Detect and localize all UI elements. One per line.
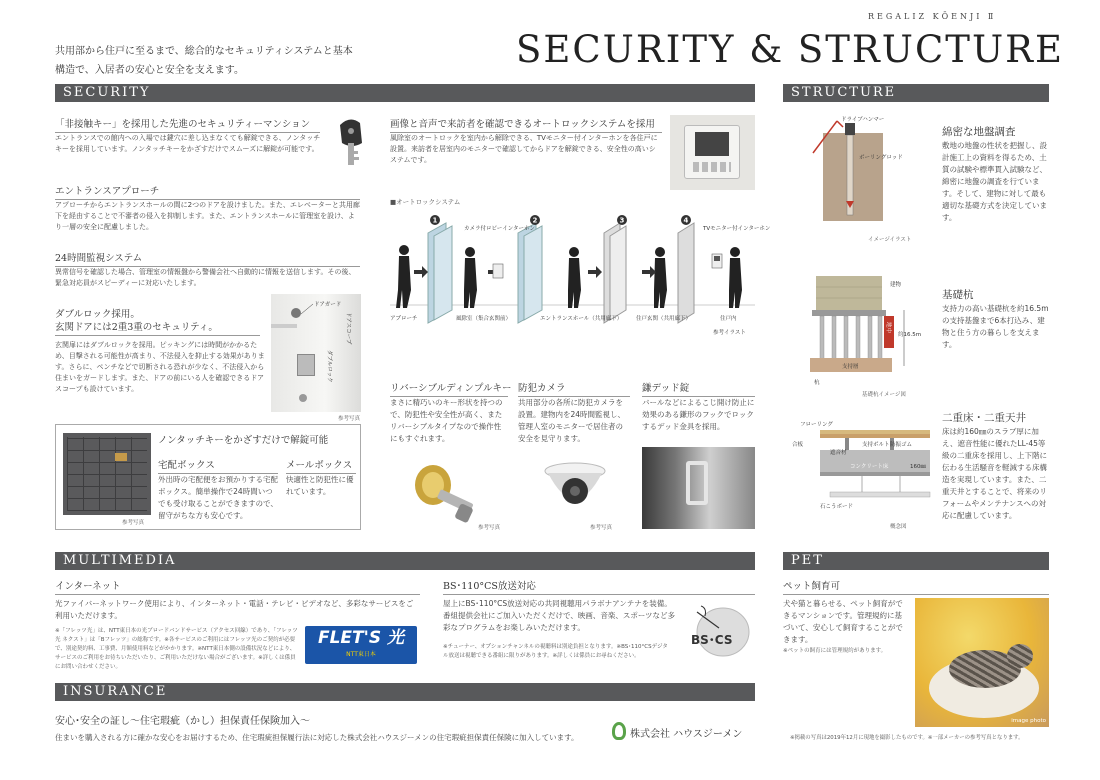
floor-caption: 概念図: [890, 524, 907, 530]
bs-cs-logo: [683, 598, 755, 664]
piles-caption: 基礎杭イメージ図: [862, 392, 906, 398]
delivery-box-title: 宅配ボックス: [158, 457, 278, 474]
label-underground: 地中: [885, 322, 891, 334]
autolock-diagram-title: ■オートロックシステム: [390, 198, 461, 206]
delivery-box-body: 外出時の宅配便をお預かりする宅配ボックス。簡単操作で24時間いつでも受け取ることができますので、留守がちな方も安心です。: [158, 475, 278, 520]
camera-image: [540, 455, 610, 525]
nontouch-title: 「非接触キー」を採用した先進のセキュリティーマンション: [55, 116, 320, 133]
label-unit-entrance: 住戸玄関（共用廊下）: [636, 316, 692, 322]
insurance-bar: INSURANCE: [55, 683, 755, 701]
camera-caption: 参考写真: [590, 525, 613, 531]
housegmen-logo-icon: [612, 722, 626, 740]
intro-text: 共用部から住戸に至るまで、総合的なセキュリティシステムと基本構造で、入居者の安心と安全を支えます。: [55, 46, 353, 76]
deadbolt-title: 鎌デッド錠: [642, 380, 755, 397]
door-3: [604, 223, 626, 323]
survey-body: 敷地の地盤の性状を把握し、設計施工上の資料を得るため、土質の試験や標準貫入試験など、綿密に地盤の調査を行ています。そして、建物に対して最も適切な基礎方式を決定しています。: [942, 141, 1047, 222]
delivery-caption: 参考写真: [122, 520, 145, 526]
autolock-diagram: [390, 208, 771, 343]
pet-note: ※ペットの飼育には管理規約があります。: [783, 648, 887, 654]
dimple-key-image: [405, 455, 485, 530]
step-2: 2: [532, 216, 538, 225]
nontouch-key-image: [330, 113, 370, 173]
survey-title: 綿密な地盤調査: [942, 126, 1016, 138]
dimple-body: まさに精巧いのキー形状を持つので、防犯性や安全性が高く、またリバーシブルタイプなので操作性にもすぐれます。: [390, 398, 503, 443]
monitor24-title: 24時間監視システム: [55, 250, 360, 267]
label-unit-inside: 住戸内: [720, 316, 737, 322]
internet-title: インターネット: [55, 578, 420, 595]
piles-illustration: [800, 270, 930, 395]
pet-body: 犬や猫と暮らせる、ペット飼育ができるマンションです。管理規約に基づいて、安心して飼育することができます。: [783, 599, 903, 644]
label-boring-rod: ボーリングロッド: [859, 155, 903, 161]
bs-note: ※チューナー、オプションチャンネルの視聴料は別途負担となります。※BS･110°CSデジタル放送は視聴できる番組に限りがあります。※詳しくは係員にお尋ねください。: [443, 644, 668, 659]
pet-photo: [915, 598, 1049, 727]
door-2: [518, 223, 542, 323]
delivery-photo: [63, 433, 151, 515]
pet-bar: PET: [783, 552, 1049, 570]
label-doublelock: ダブルロック: [326, 350, 332, 383]
label-concrete-floor: コンクリート床: [850, 464, 889, 470]
intercom-photo: [670, 115, 755, 190]
label-tv-intercom: TVモニター付インターホン: [703, 226, 771, 232]
bs-body: 屋上にBS･110°CS放送対応の共同視聴用パラボナアンテナを装備。番組提供会社にご加入いただくだけで、映画、音楽、スポーツなど多彩なプログラムをお楽しみいただけます。: [443, 599, 676, 632]
autolock-caption: 参考イラスト: [713, 330, 746, 336]
label-doorscope: ドアスコープ: [345, 312, 351, 345]
autolock-body: 風除室のオートロックを室内から解除できる、TVモニター付インターホンを各住戸に設置。来訪者を居室内のモニターで確認してからドアを解錠できる、安全性の高いシステムです。: [390, 134, 658, 164]
deadbolt-body: バールなどによるこじ開け防止に効果のある鎌形のフックでロックするデッド金具を採用。: [642, 398, 755, 431]
survey-caption: イメージイラスト: [868, 237, 912, 243]
mailbox-title: メールボックス: [286, 457, 356, 474]
flets-logo: [305, 626, 417, 664]
label-anti-vib-rubber: 防振ゴム: [890, 442, 913, 448]
page-title: SECURITY & STRUCTURE: [516, 28, 1064, 71]
dimple-caption: 参考写真: [478, 525, 501, 531]
door-1: [428, 223, 452, 323]
label-pile: 杭: [814, 380, 820, 386]
label-sound-insulation: 遮音材: [830, 450, 847, 456]
doublelock-body: 玄関扉にはダブルロックを採用。ピッキングには時間がかかるため、目撃される可能性が高まり、不法侵入を抑止する効果があります。さらに、ペンチなどで切断される恐れが少なく、不法侵入から住まいをガードします。また、ドアの前にいる人を確認できるドアスコープも設けています。: [55, 341, 265, 393]
label-windbreak: 風除室（集合玄関前）: [456, 316, 512, 322]
floor-title: 二重床・二重天井: [942, 412, 1026, 424]
internet-body: 光ファイバーネットワーク使用により、インターネット・電話・テレビ・ビデオなど、多彩なサービスをご利用いただけます。: [55, 599, 414, 620]
label-lobby-intercom: カメラ付ロビーインターホン: [464, 226, 536, 232]
insurance-title: 安心･安全の証し〜住宅瑕疵（かし）担保責任保険加入〜: [55, 716, 310, 727]
footer-note: ※掲載の写真は2019年12月に現地を撮影したものです。※一部メーカーの参考写真となります。: [790, 735, 1024, 741]
monitor24-body: 異常信号を確認した場合、管理室の情報盤から警備会社へ自動的に情報を送信します。その後、緊急対応員がスピーディーに対応いたします。: [55, 268, 356, 287]
autolock-title: 画像と音声で来訪者を確認できるオートロックシステムを採用: [390, 116, 662, 133]
label-building: 建物: [890, 282, 902, 288]
survey-illustration: [783, 113, 908, 225]
floor-body: 床は約160㎜のスラブ厚に加え、遮音性能に優れたLL-45等級の二重床を採用し、上下階に伝わる生活騒音を軽減する床構造を実現しています。また、二重天井とすることで、将来のリフォームやメンテナンスへの対応に配慮しています。: [942, 427, 1047, 520]
doublelock-caption: 参考写真: [338, 416, 361, 422]
flets-logo-main: FLET'S 光: [317, 628, 405, 648]
label-support-bolt: 支持ボルト: [862, 442, 890, 448]
label-160mm: 160㎜: [910, 464, 926, 470]
piles-title: 基礎杭: [942, 289, 974, 301]
camera-title: 防犯カメラ: [518, 380, 630, 397]
approach-title: エントランスアプローチ: [55, 183, 360, 200]
label-drive-hammer: ドライブハンマー: [841, 117, 885, 123]
floor-illustration: [790, 418, 940, 518]
delivery-title: ノンタッチキーをかざすだけで解錠可能: [158, 435, 329, 446]
label-entrance-hall: エントランスホール（共用廊下）: [540, 316, 623, 322]
multimedia-bar: MULTIMEDIA: [55, 552, 755, 570]
step-4: 4: [683, 216, 689, 225]
label-doorguard: ドアガード: [314, 302, 342, 308]
internet-note: ※「フレッツ光」は、NTT東日本の光ブロードバンドサービス（アクセス回線）であり、「フレッツ光 ネクスト」は「Bフレッツ」の総称です。※各サービスのご利用にはフレッツ光のご契約が必要で、別途契約料、工事費、月額使用料などがかかります。※NTT東日本側の設備状況などにより、サービスのご利用をお待ちいただいたり、ご利用いただけない場合がございます。※詳しくは係員にお問い合わせください。: [55, 628, 298, 670]
dimple-title: リバーシブルディンプルキー: [390, 380, 508, 397]
label-gypsum-board: 石こうボード: [820, 504, 854, 510]
housegmen-logo-text: 株式会社 ハウスジーメン: [630, 729, 743, 740]
approach-body: アプローチからエントランスホールの間に2つのドアを設けました。また、エレベーターと共用廊下を経由することで不審者の侵入を抑制します。また、エントランスホールに管理室を設け、より一層の安全に配慮しました。: [55, 201, 360, 231]
label-16-5m: 約16.5m: [898, 332, 922, 338]
bs-title: BS･110°CS放送対応: [443, 578, 755, 595]
step-3: 3: [619, 216, 625, 225]
step-1: 1: [432, 216, 438, 225]
doublelock-title2: 玄関ドアには2重3重のセキュリティ。: [55, 319, 260, 336]
label-approach: アプローチ: [390, 316, 418, 322]
nontouch-body: エントランスでの館内への入場では鍵穴に差し込まなくても解錠できる、ノンタッチキーを採用しています。ノンタッチキーをかざすだけでスムーズに解錠が可能です。: [55, 134, 321, 153]
piles-body: 支持力の高い基礎杭を約16.5mの支持基盤まで6本打込み、建物と住う方の暮らしを支えます。: [942, 304, 1049, 349]
deadbolt-photo: [642, 447, 755, 529]
doublelock-title: ダブルロック採用。: [55, 309, 140, 320]
structure-bar: STRUCTURE: [783, 84, 1049, 102]
door-4: [678, 223, 694, 323]
pet-photo-caption: image photo: [1011, 718, 1046, 724]
pet-title: ペット飼育可: [783, 578, 1049, 595]
security-bar: SECURITY: [55, 84, 755, 102]
flets-logo-sub: NTT東日本: [346, 651, 376, 658]
label-flooring: フローリング: [800, 422, 833, 428]
label-plywood: 合板: [792, 442, 804, 448]
label-support-layer: 支持層: [842, 364, 859, 370]
camera-body: 共用部分の各所に防犯カメラを設置。建物内を24時間監視し、管理人室のモニターで居住者の安全を見守ります。: [518, 398, 626, 443]
mailbox-body: 快適性と防犯性に優れています。: [286, 475, 354, 496]
insurance-body: 住まいを購入される方に確かな安心をお届けするため、住宅瑕疵担保履行法に対応した株式会社ハウスジーメンの住宅瑕疵担保責任保険に加入しています。: [55, 733, 579, 742]
brand: REGALIZ KŌENJI Ⅱ: [868, 12, 997, 21]
doublelock-labels: [271, 294, 361, 412]
bs-cs-text: BS･CS: [691, 633, 733, 647]
